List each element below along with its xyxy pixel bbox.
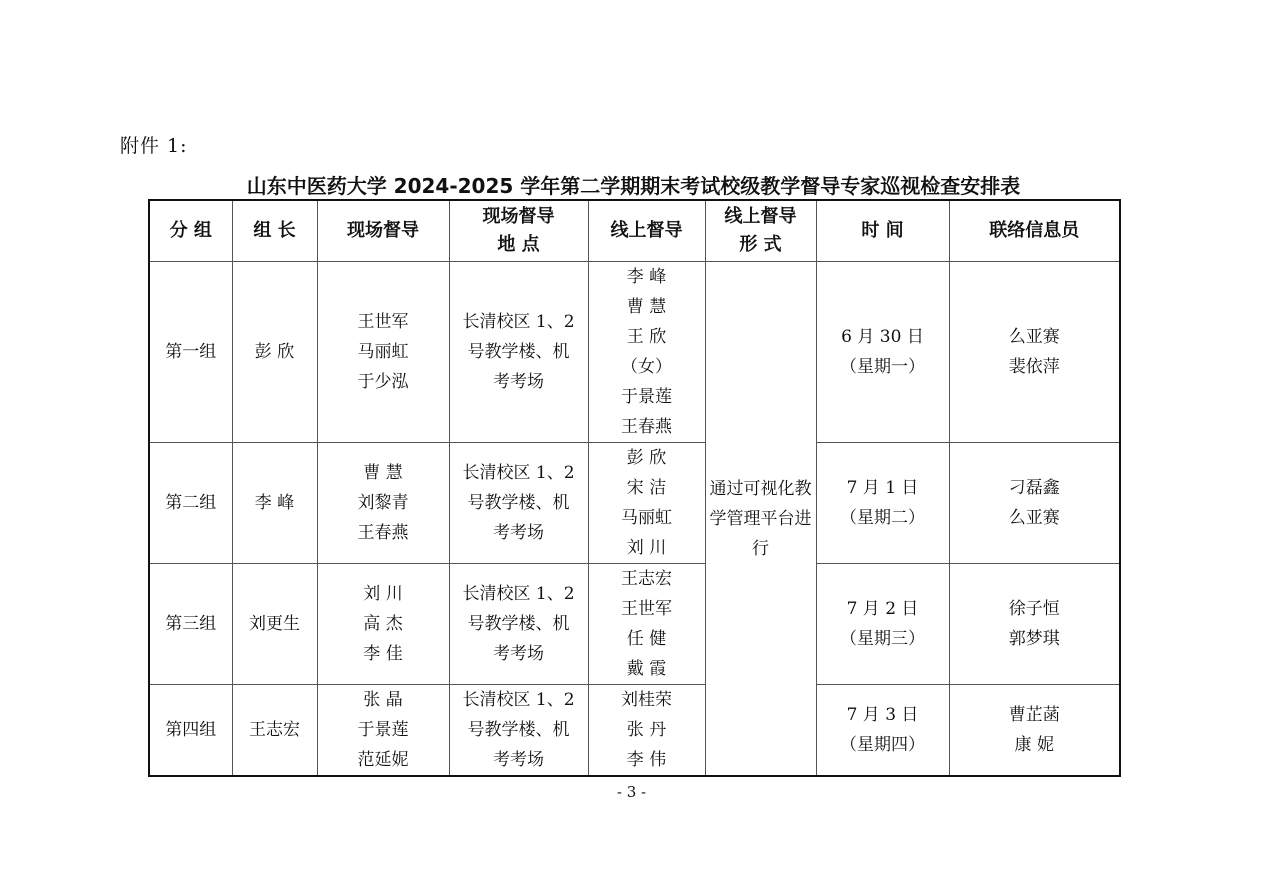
onsite-cell	[317, 262, 449, 443]
location-line: 考考场	[493, 750, 544, 770]
onsite-name: 张 晶	[363, 690, 403, 710]
time-cell	[816, 564, 949, 685]
weekday-text: （星期二）	[840, 508, 925, 528]
location-cell	[449, 262, 588, 443]
onsite-cell	[317, 685, 449, 777]
group-cell: 第四组	[149, 685, 232, 777]
table-row	[149, 564, 1120, 685]
online-name: 王世军	[621, 599, 672, 619]
header-location	[449, 200, 588, 262]
leader-cell: 李 峰	[232, 443, 317, 564]
leader-cell: 刘更生	[232, 564, 317, 685]
attachment-label: 附件 1:	[120, 135, 188, 157]
document-title: 山东中医药大学 2024-2025 学年第二学期期末考试校级教学督导专家巡视检查安排表	[246, 174, 1021, 198]
location-line: 长清校区 1、2	[462, 690, 575, 710]
time-cell	[816, 262, 949, 443]
location-cell	[449, 564, 588, 685]
schedule-table	[148, 199, 1121, 777]
online-name: 刘 川	[626, 538, 667, 558]
date-text: 6 月 30 日	[841, 327, 924, 347]
header-location-line2: 地 点	[497, 234, 540, 255]
liaison-cell	[949, 685, 1120, 777]
weekday-text: （星期四）	[840, 735, 925, 755]
online-name: 王志宏	[621, 569, 672, 589]
onsite-name: 于景莲	[357, 720, 409, 740]
online-name: 戴 霞	[626, 659, 667, 679]
header-format	[705, 200, 816, 262]
location-cell	[449, 443, 588, 564]
liaison-name: 曹芷菡	[1008, 705, 1060, 725]
onsite-name: 高 杰	[363, 614, 403, 634]
onsite-name: 范延妮	[357, 750, 409, 770]
online-name: 彭 欣	[626, 448, 667, 468]
location-line: 号教学楼、机	[467, 493, 570, 513]
online-cell	[588, 564, 705, 685]
onsite-name: 王春燕	[357, 523, 409, 543]
group-cell: 第三组	[149, 564, 232, 685]
weekday-text: （星期一）	[840, 357, 925, 377]
date-text: 7 月 3 日	[846, 705, 919, 725]
location-line: 考考场	[493, 372, 544, 392]
leader-cell: 彭 欣	[232, 262, 317, 443]
liaison-name: 么亚赛	[1008, 508, 1060, 528]
table-row	[149, 262, 1120, 443]
date-text: 7 月 1 日	[846, 478, 919, 498]
location-line: 长清校区 1、2	[462, 584, 575, 604]
online-name: 宋 洁	[626, 478, 667, 498]
header-onsite: 现场督导	[317, 200, 449, 262]
location-line: 考考场	[493, 523, 544, 543]
liaison-name: 康 妮	[1014, 735, 1054, 755]
liaison-name: 徐子恒	[1008, 599, 1060, 619]
onsite-name: 李 佳	[363, 644, 403, 664]
online-name: 任 健	[626, 629, 667, 649]
group-cell: 第二组	[149, 443, 232, 564]
date-text: 7 月 2 日	[846, 599, 919, 619]
liaison-cell	[949, 443, 1120, 564]
online-name: 王春燕	[621, 417, 672, 437]
onsite-cell	[317, 443, 449, 564]
online-name: 王 欣	[626, 327, 667, 347]
online-cell	[588, 262, 705, 443]
online-cell	[588, 685, 705, 777]
location-cell	[449, 685, 588, 777]
header-format-line1: 线上督导	[724, 206, 797, 227]
online-format-cell: 通过可视化教学管理平台进行	[705, 262, 816, 777]
liaison-name: 裴依萍	[1008, 357, 1060, 377]
location-line: 考考场	[493, 644, 544, 664]
onsite-name: 曹 慧	[363, 463, 403, 483]
liaison-name: 刁磊鑫	[1008, 478, 1060, 498]
header-row	[149, 200, 1120, 262]
online-name: 李 峰	[626, 267, 667, 287]
leader-cell: 王志宏	[232, 685, 317, 777]
header-online: 线上督导	[588, 200, 705, 262]
online-cell	[588, 443, 705, 564]
online-name: 刘桂荣	[621, 690, 672, 710]
location-line: 长清校区 1、2	[462, 312, 575, 332]
liaison-name: 郭梦琪	[1008, 629, 1060, 649]
table-row	[149, 443, 1120, 564]
table-row	[149, 685, 1120, 777]
location-line: 号教学楼、机	[467, 614, 570, 634]
onsite-name: 刘黎青	[357, 493, 409, 513]
online-name: 于景莲	[621, 387, 672, 407]
location-line: 号教学楼、机	[467, 342, 570, 362]
online-name: 张 丹	[626, 720, 667, 740]
header-format-line2: 形 式	[739, 234, 782, 255]
onsite-name: 王世军	[357, 312, 409, 332]
online-name: 曹 慧	[626, 297, 667, 317]
header-group: 分 组	[149, 200, 232, 262]
online-name: 李 伟	[626, 750, 667, 770]
onsite-name: 刘 川	[363, 584, 403, 604]
liaison-cell	[949, 564, 1120, 685]
location-line: 长清校区 1、2	[462, 463, 575, 483]
header-location-line1: 现场督导	[482, 206, 555, 227]
online-name: 马丽虹	[621, 508, 672, 528]
liaison-name: 么亚赛	[1008, 327, 1060, 347]
header-liaison: 联络信息员	[949, 200, 1120, 262]
weekday-text: （星期三）	[840, 629, 925, 649]
page-number: - 3 -	[616, 783, 647, 801]
liaison-cell	[949, 262, 1120, 443]
onsite-cell	[317, 564, 449, 685]
onsite-name: 马丽虹	[357, 342, 409, 362]
location-line: 号教学楼、机	[467, 720, 570, 740]
time-cell	[816, 685, 949, 777]
time-cell	[816, 443, 949, 564]
header-time: 时 间	[816, 200, 949, 262]
onsite-name: 于少泓	[357, 372, 409, 392]
group-cell: 第一组	[149, 262, 232, 443]
online-name: （女）	[621, 357, 672, 377]
header-leader: 组 长	[232, 200, 317, 262]
